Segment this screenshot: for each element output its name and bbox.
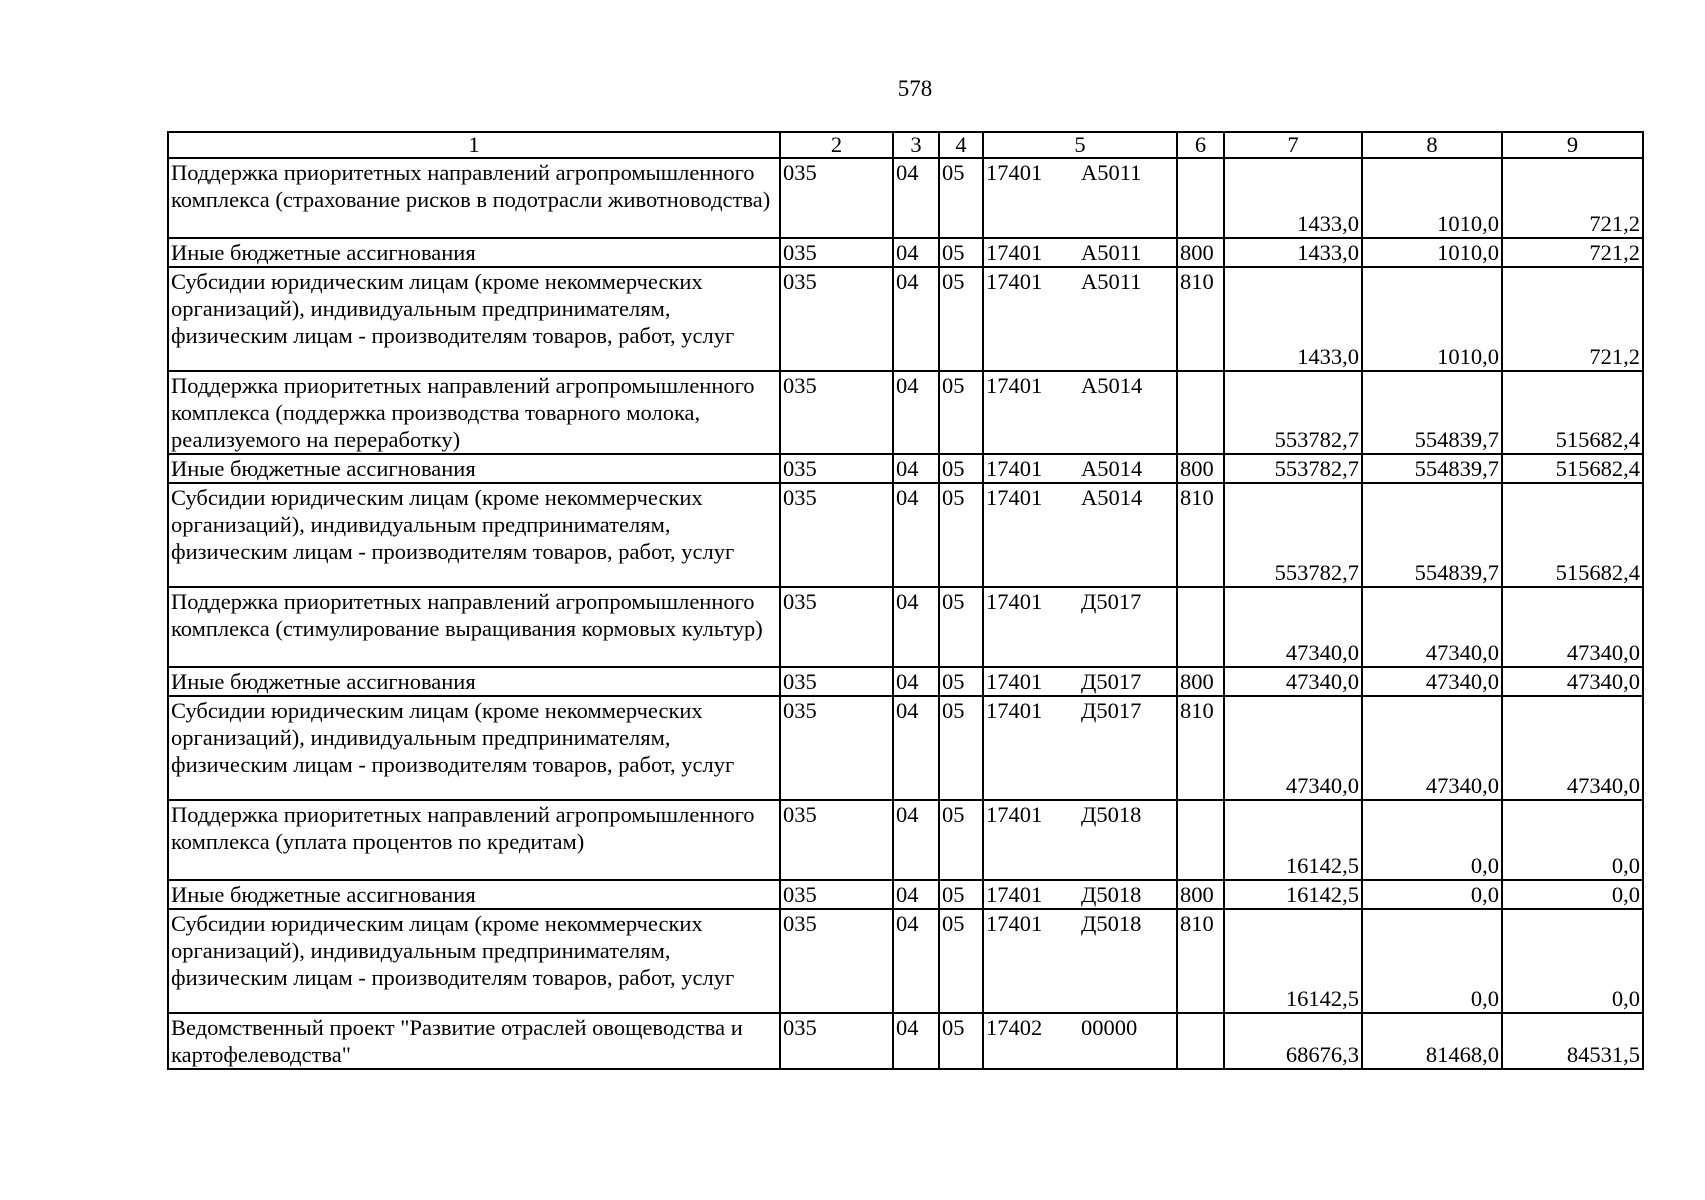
row-section: 04 (893, 371, 939, 454)
row-section: 04 (893, 696, 939, 800)
row-subsection: 05 (939, 880, 983, 909)
row-amount-col9: 0,0 (1502, 800, 1643, 880)
row-amount-col7: 47340,0 (1224, 696, 1362, 800)
row-amount-col7: 553782,7 (1224, 454, 1362, 483)
row-target-article (983, 1013, 1177, 1069)
row-expense-type: 810 (1177, 696, 1224, 800)
row-admin-code: 035 (780, 238, 893, 267)
row-amount-col8: 47340,0 (1362, 587, 1502, 667)
row-target-direction-code: Д5018 (1081, 802, 1142, 827)
row-expense-type: 800 (1177, 454, 1224, 483)
row-name: Поддержка приоритетных направлений агропромышленного комплекса (страхование рисков в подотрасли животноводства) (168, 158, 780, 238)
row-admin-code: 035 (780, 483, 893, 587)
row-admin-code: 035 (780, 880, 893, 909)
row-section: 04 (893, 267, 939, 371)
row-admin-code: 035 (780, 267, 893, 371)
page-number: 578 (897, 76, 933, 101)
row-amount-col9: 515682,4 (1502, 454, 1643, 483)
row-amount-col7: 1433,0 (1224, 158, 1362, 238)
row-amount-col7: 16142,5 (1224, 800, 1362, 880)
table-row (168, 667, 1643, 696)
row-name: Субсидии юридическим лицам (кроме некоммерческих организаций), индивидуальным предпринимателям, физическим лицам - производителям товаров, работ, услуг (168, 483, 780, 587)
row-section: 04 (893, 800, 939, 880)
row-expense-type (1177, 1013, 1224, 1069)
row-target-direction-code: Д5017 (1081, 698, 1142, 723)
row-amount-col7: 16142,5 (1224, 909, 1362, 1013)
row-target-program-code: 17401 (986, 456, 1043, 481)
table-row (168, 696, 1643, 800)
row-target-article (983, 454, 1177, 483)
row-target-program-code: 17401 (986, 882, 1043, 907)
row-target-direction-code: Д5018 (1081, 911, 1142, 936)
header-col-6: 6 (1177, 132, 1224, 158)
table-row (168, 267, 1643, 371)
header-col-3: 3 (893, 132, 939, 158)
row-amount-col7: 1433,0 (1224, 267, 1362, 371)
row-subsection: 05 (939, 267, 983, 371)
row-section: 04 (893, 483, 939, 587)
row-amount-col9: 515682,4 (1502, 371, 1643, 454)
row-name: Поддержка приоритетных направлений агропромышленного комплекса (стимулирование выращивания кормовых культур) (168, 587, 780, 667)
row-admin-code: 035 (780, 909, 893, 1013)
row-amount-col9: 0,0 (1502, 909, 1643, 1013)
table-row (168, 371, 1643, 454)
row-admin-code: 035 (780, 158, 893, 238)
row-amount-col9: 84531,5 (1502, 1013, 1643, 1069)
row-admin-code: 035 (780, 1013, 893, 1069)
row-target-program-code: 17401 (986, 485, 1043, 510)
row-amount-col7: 68676,3 (1224, 1013, 1362, 1069)
row-amount-col7: 47340,0 (1224, 667, 1362, 696)
row-expense-type (1177, 158, 1224, 238)
table-row (168, 587, 1643, 667)
row-admin-code: 035 (780, 454, 893, 483)
row-subsection: 05 (939, 800, 983, 880)
row-target-article (983, 158, 1177, 238)
table-row (168, 800, 1643, 880)
row-name: Субсидии юридическим лицам (кроме некоммерческих организаций), индивидуальным предпринимателям, физическим лицам - производителям товаров, работ, услуг (168, 267, 780, 371)
row-amount-col7: 47340,0 (1224, 587, 1362, 667)
row-expense-type: 800 (1177, 880, 1224, 909)
row-target-direction-code: Д5018 (1081, 882, 1142, 907)
row-section: 04 (893, 158, 939, 238)
row-admin-code: 035 (780, 696, 893, 800)
row-expense-type (1177, 800, 1224, 880)
row-amount-col8: 81468,0 (1362, 1013, 1502, 1069)
row-target-program-code: 17401 (986, 160, 1043, 185)
row-expense-type: 810 (1177, 483, 1224, 587)
row-expense-type (1177, 587, 1224, 667)
row-target-article (983, 667, 1177, 696)
row-amount-col7: 553782,7 (1224, 483, 1362, 587)
row-target-direction-code: А5011 (1081, 160, 1142, 185)
row-amount-col8: 1010,0 (1362, 158, 1502, 238)
header-col-9: 9 (1502, 132, 1643, 158)
row-target-direction-code: А5011 (1081, 269, 1142, 294)
row-target-direction-code: А5014 (1081, 456, 1143, 481)
row-section: 04 (893, 880, 939, 909)
row-section: 04 (893, 1013, 939, 1069)
row-target-program-code: 17401 (986, 802, 1043, 827)
row-target-article (983, 696, 1177, 800)
row-target-program-code: 17401 (986, 589, 1043, 614)
row-target-article (983, 371, 1177, 454)
table-row (168, 909, 1643, 1013)
row-amount-col8: 47340,0 (1362, 667, 1502, 696)
table-row (168, 158, 1643, 238)
row-target-direction-code: А5014 (1081, 485, 1143, 510)
row-amount-col8: 0,0 (1362, 800, 1502, 880)
table-row (168, 880, 1643, 909)
row-name: Субсидии юридическим лицам (кроме некоммерческих организаций), индивидуальным предпринимателям, физическим лицам - производителям товаров, работ, услуг (168, 696, 780, 800)
row-amount-col7: 553782,7 (1224, 371, 1362, 454)
header-col-4: 4 (939, 132, 983, 158)
header-col-2: 2 (780, 132, 893, 158)
row-target-program-code: 17401 (986, 373, 1043, 398)
row-target-program-code: 17401 (986, 911, 1043, 936)
table-row (168, 1013, 1643, 1069)
row-amount-col8: 554839,7 (1362, 371, 1502, 454)
row-name: Иные бюджетные ассигнования (168, 880, 780, 909)
row-amount-col9: 721,2 (1502, 238, 1643, 267)
table-row (168, 238, 1643, 267)
row-subsection: 05 (939, 909, 983, 1013)
row-expense-type (1177, 371, 1224, 454)
row-amount-col9: 721,2 (1502, 267, 1643, 371)
row-expense-type: 810 (1177, 909, 1224, 1013)
row-subsection: 05 (939, 1013, 983, 1069)
row-target-direction-code: Д5017 (1081, 669, 1142, 694)
header-col-1: 1 (168, 132, 780, 158)
row-target-article (983, 800, 1177, 880)
row-admin-code: 035 (780, 371, 893, 454)
row-amount-col9: 515682,4 (1502, 483, 1643, 587)
row-target-article (983, 880, 1177, 909)
row-amount-col9: 721,2 (1502, 158, 1643, 238)
budget-table (167, 131, 1644, 1070)
row-amount-col8: 1010,0 (1362, 238, 1502, 267)
table-row (168, 483, 1643, 587)
row-target-program-code: 17401 (986, 669, 1043, 694)
row-amount-col8: 554839,7 (1362, 483, 1502, 587)
row-section: 04 (893, 454, 939, 483)
row-target-direction-code: Д5017 (1081, 589, 1142, 614)
header-col-8: 8 (1362, 132, 1502, 158)
header-col-7: 7 (1224, 132, 1362, 158)
row-amount-col8: 1010,0 (1362, 267, 1502, 371)
row-target-article (983, 483, 1177, 587)
row-admin-code: 035 (780, 800, 893, 880)
row-expense-type: 810 (1177, 267, 1224, 371)
row-amount-col8: 0,0 (1362, 880, 1502, 909)
row-expense-type: 800 (1177, 667, 1224, 696)
row-name: Поддержка приоритетных направлений агропромышленного комплекса (уплата процентов по кредитам) (168, 800, 780, 880)
row-amount-col8: 554839,7 (1362, 454, 1502, 483)
row-amount-col9: 47340,0 (1502, 667, 1643, 696)
row-subsection: 05 (939, 667, 983, 696)
row-name: Поддержка приоритетных направлений агропромышленного комплекса (поддержка производства товарного молока, реализуемого на переработку) (168, 371, 780, 454)
row-subsection: 05 (939, 454, 983, 483)
row-subsection: 05 (939, 238, 983, 267)
row-target-program-code: 17402 (986, 1015, 1043, 1040)
row-section: 04 (893, 667, 939, 696)
table-row (168, 454, 1643, 483)
row-section: 04 (893, 587, 939, 667)
row-target-direction-code: 00000 (1081, 1015, 1138, 1040)
row-admin-code: 035 (780, 667, 893, 696)
row-subsection: 05 (939, 371, 983, 454)
row-target-direction-code: А5011 (1081, 240, 1142, 265)
row-name: Иные бюджетные ассигнования (168, 238, 780, 267)
row-subsection: 05 (939, 587, 983, 667)
row-amount-col7: 1433,0 (1224, 238, 1362, 267)
header-col-5: 5 (983, 132, 1177, 158)
row-name: Ведомственный проект "Развитие отраслей овощеводства и картофелеводства" (168, 1013, 780, 1069)
row-amount-col9: 47340,0 (1502, 587, 1643, 667)
row-amount-col8: 47340,0 (1362, 696, 1502, 800)
row-target-direction-code: А5014 (1081, 373, 1143, 398)
row-amount-col9: 0,0 (1502, 880, 1643, 909)
row-name: Субсидии юридическим лицам (кроме некоммерческих организаций), индивидуальным предпринимателям, физическим лицам - производителям товаров, работ, услуг (168, 909, 780, 1013)
row-target-article (983, 238, 1177, 267)
row-subsection: 05 (939, 483, 983, 587)
row-amount-col7: 16142,5 (1224, 880, 1362, 909)
row-target-article (983, 909, 1177, 1013)
row-target-article (983, 587, 1177, 667)
row-target-program-code: 17401 (986, 698, 1043, 723)
row-amount-col9: 47340,0 (1502, 696, 1643, 800)
row-admin-code: 035 (780, 587, 893, 667)
row-target-article (983, 267, 1177, 371)
row-target-program-code: 17401 (986, 240, 1043, 265)
row-name: Иные бюджетные ассигнования (168, 667, 780, 696)
row-subsection: 05 (939, 158, 983, 238)
row-amount-col8: 0,0 (1362, 909, 1502, 1013)
row-expense-type: 800 (1177, 238, 1224, 267)
row-name: Иные бюджетные ассигнования (168, 454, 780, 483)
row-section: 04 (893, 909, 939, 1013)
header-row (168, 132, 1643, 158)
row-section: 04 (893, 238, 939, 267)
row-target-program-code: 17401 (986, 269, 1043, 294)
row-subsection: 05 (939, 696, 983, 800)
